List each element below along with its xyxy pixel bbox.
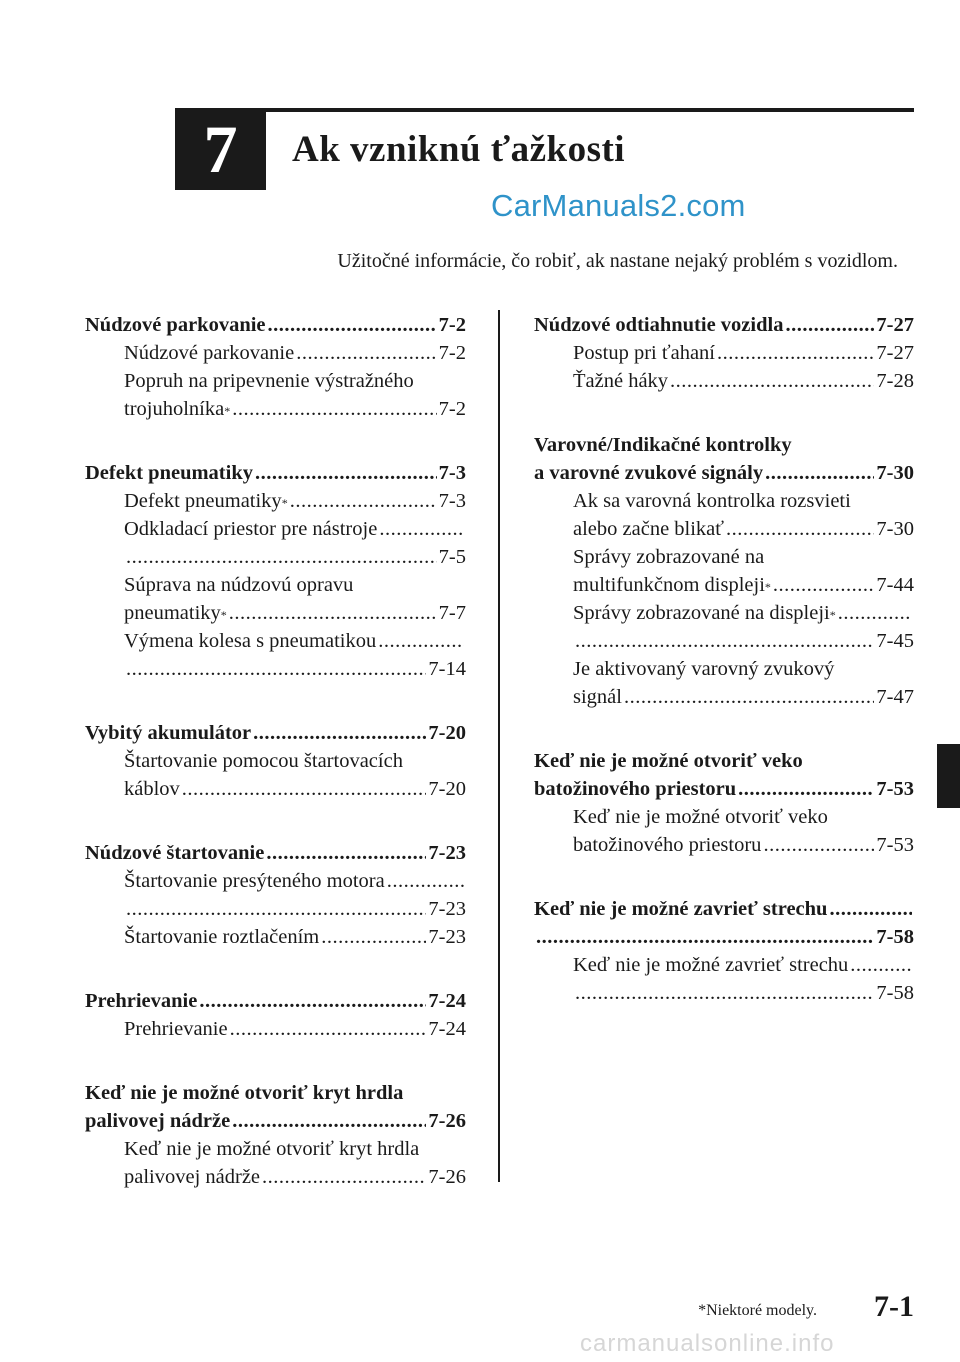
toc-left-column (85, 311, 466, 1227)
toc-entry-text: Keď nie je možné otvoriť veko (534, 750, 803, 772)
chapter-title: Ak vzniknú ťažkosti (292, 129, 626, 170)
toc-page-number: 7-58 (876, 982, 914, 1004)
dot-leader (670, 367, 874, 395)
toc-section (534, 747, 914, 859)
toc-entry-text: Núdzové štartovanie (85, 842, 265, 864)
toc-heading[interactable] (85, 311, 466, 339)
toc-section (85, 1079, 466, 1191)
toc-page-number: 7-44 (876, 574, 914, 596)
toc-entry-text: multifunkčnom displeji (573, 574, 765, 596)
toc-entry (534, 543, 914, 571)
dot-leader (379, 515, 464, 543)
toc-page-number: 7-14 (428, 658, 466, 680)
toc-heading[interactable] (85, 459, 466, 487)
toc-entry-text: Výmena kolesa s pneumatikou (124, 630, 377, 652)
toc-page-number: 7-23 (428, 842, 466, 864)
toc-page-number: 7-23 (428, 898, 466, 920)
toc-entry[interactable] (85, 775, 466, 803)
toc-entry[interactable] (534, 683, 914, 711)
toc-entry[interactable]: Defekt pneumatiky * ..... 7-3 (85, 487, 466, 515)
toc-right-column (534, 311, 914, 1043)
dot-leader (232, 1107, 426, 1135)
toc-heading (534, 747, 914, 775)
toc-heading[interactable] (85, 719, 466, 747)
toc-page-number: 7-45 (876, 630, 914, 652)
dot-leader (838, 599, 912, 627)
toc-entry: Správy zobrazované na displeji * ..... (534, 599, 914, 627)
header-rule (175, 108, 914, 112)
dot-leader (296, 339, 436, 367)
toc-entry-text: Postup pri ťahaní (573, 342, 715, 364)
toc-entry-text: trojuholníka (124, 398, 225, 420)
toc-entry-text: batožinového priestoru (534, 778, 737, 800)
toc-heading[interactable] (534, 775, 914, 803)
toc-page-number: 7-53 (876, 778, 914, 800)
toc-heading (534, 895, 914, 923)
toc-entry[interactable] (85, 895, 466, 923)
dot-leader (829, 895, 912, 923)
toc-entry-text: palivovej nádrže (85, 1110, 231, 1132)
toc-entry[interactable] (85, 655, 466, 683)
toc-page-number: 7-26 (428, 1166, 466, 1188)
dot-leader (253, 719, 426, 747)
toc-entry-text: Štartovanie presýteného motora (124, 870, 385, 892)
toc-entry-text: Správy zobrazované na displeji (573, 602, 830, 624)
toc-heading[interactable] (85, 1107, 466, 1135)
toc-entry[interactable] (534, 515, 914, 543)
toc-entry[interactable] (85, 339, 466, 367)
dot-leader (229, 599, 437, 627)
toc-entry-text: signál (573, 686, 622, 708)
toc-entry-text: Vybitý akumulátor (85, 722, 252, 744)
toc-page-number: 7-20 (428, 778, 466, 800)
chapter-side-tab (937, 744, 960, 808)
toc-entry (85, 627, 466, 655)
dot-leader (850, 951, 912, 979)
toc-entry (85, 1135, 466, 1163)
toc-section (85, 719, 466, 803)
toc-entry-text: Súprava na núdzovú opravu (124, 574, 354, 596)
toc-entry-text: alebo začne blikať (573, 518, 725, 540)
toc-entry[interactable] (534, 831, 914, 859)
toc-heading[interactable] (534, 311, 914, 339)
toc-heading (534, 431, 914, 459)
toc-page-number: 7-26 (428, 1110, 466, 1132)
dot-leader (575, 979, 874, 1007)
dot-leader (773, 571, 875, 599)
watermark-logo[interactable]: CarManuals2.com (491, 188, 746, 223)
toc-page-number: 7-27 (876, 342, 914, 364)
toc-page-number: 7-53 (876, 834, 914, 856)
toc-section (85, 459, 466, 683)
toc-page-number: 7-5 (438, 546, 466, 568)
toc-section (85, 311, 466, 423)
dot-leader (738, 775, 874, 803)
toc-entry[interactable] (85, 1015, 466, 1043)
toc-entry-text: Odkladací priestor pre nástroje (124, 518, 378, 540)
toc-page-number: 7-2 (438, 342, 466, 364)
toc-entry-text: Núdzové parkovanie (124, 342, 295, 364)
toc-entry (534, 655, 914, 683)
dot-leader (232, 395, 436, 423)
column-divider (498, 310, 500, 1182)
toc-page-number: 7-24 (428, 990, 466, 1012)
toc-page-number: 7-3 (438, 462, 466, 484)
toc-heading[interactable] (85, 987, 466, 1015)
toc-entry-text: Defekt pneumatiky (124, 490, 282, 512)
toc-entry-text: a varovné zvukové signály (534, 462, 764, 484)
footnote: *Niektoré modely. (698, 1302, 817, 1319)
toc-entry[interactable] (534, 339, 914, 367)
toc-entry (534, 951, 914, 979)
toc-entry-text: Núdzové odtiahnutie vozidla (534, 314, 784, 336)
toc-entry[interactable]: multifunkčnom displeji * ..... 7-44 (534, 571, 914, 599)
toc-page-number: 7-7 (438, 602, 466, 624)
toc-entry[interactable]: trojuholníka * ..... 7-2 (85, 395, 466, 423)
toc-section (85, 987, 466, 1043)
toc-page-number: 7-23 (428, 926, 466, 948)
toc-entry[interactable] (85, 1163, 466, 1191)
toc-entry[interactable] (534, 627, 914, 655)
toc-page-number: 7-30 (876, 518, 914, 540)
dot-leader (255, 459, 437, 487)
toc-entry-text: Popruh na pripevnenie výstražného (124, 370, 414, 392)
dot-leader (126, 655, 426, 683)
dot-leader (321, 923, 426, 951)
toc-page-number: 7-24 (428, 1018, 466, 1040)
dot-leader (266, 839, 426, 867)
toc-entry[interactable] (534, 367, 914, 395)
dot-leader (763, 831, 874, 859)
toc-section (534, 431, 914, 711)
chapter-subtitle: Užitočné informácie, čo robiť, ak nastane nejaký problém s vozidlom. (337, 250, 898, 272)
dot-leader (290, 487, 437, 515)
toc-entry-text: káblov (124, 778, 180, 800)
toc-entry (534, 803, 914, 831)
toc-page-number: 7-28 (876, 370, 914, 392)
dot-leader (126, 543, 437, 571)
toc-entry-text: Keď nie je možné otvoriť veko (573, 806, 828, 828)
toc-entry-text: Správy zobrazované na (573, 546, 765, 568)
toc-page-number: 7-47 (876, 686, 914, 708)
toc-heading[interactable] (534, 923, 914, 951)
chapter-number: 7 (175, 108, 266, 190)
dot-leader (387, 867, 464, 895)
dot-leader (785, 311, 874, 339)
toc-entry-text: Keď nie je možné zavrieť strechu (573, 954, 849, 976)
site-watermark: carmanualsonline.info (580, 1330, 835, 1357)
toc-section (534, 895, 914, 1007)
toc-entry-text: Ak sa varovná kontrolka rozsvieti (573, 490, 851, 512)
toc-heading (85, 1079, 466, 1107)
toc-entry[interactable] (85, 923, 466, 951)
toc-entry-text: Keď nie je možné otvoriť kryt hrdla (85, 1082, 404, 1104)
toc-entry[interactable]: pneumatiky * ..... 7-7 (85, 599, 466, 627)
toc-entry-text: Je aktivovaný varovný zvukový (573, 658, 835, 680)
toc-entry-text: palivovej nádrže (124, 1166, 261, 1188)
toc-entry-text: batožinového priestoru (573, 834, 762, 856)
toc-entry (85, 515, 466, 543)
dot-leader (199, 987, 426, 1015)
dot-leader (765, 459, 874, 487)
dot-leader (624, 683, 874, 711)
toc-entry-text: Ťažné háky (573, 370, 669, 392)
toc-entry-text: Prehrievanie (124, 1018, 228, 1040)
toc-page-number: 7-2 (438, 398, 466, 420)
toc-entry-text: Štartovanie roztlačením (124, 926, 320, 948)
toc-entry-text: Keď nie je možné otvoriť kryt hrdla (124, 1138, 420, 1160)
toc-entry-text: pneumatiky (124, 602, 221, 624)
dot-leader (268, 311, 437, 339)
dot-leader (126, 895, 426, 923)
dot-leader (726, 515, 874, 543)
toc-entry (534, 487, 914, 515)
dot-leader (182, 775, 427, 803)
dot-leader (717, 339, 874, 367)
toc-page-number: 7-30 (876, 462, 914, 484)
toc-page-number: 7-58 (876, 926, 914, 948)
dot-leader (378, 627, 464, 655)
toc-page-number: 7-27 (876, 314, 914, 336)
toc-entry[interactable] (85, 543, 466, 571)
toc-entry (85, 571, 466, 599)
toc-section (534, 311, 914, 395)
toc-entry-text: Núdzové parkovanie (85, 314, 266, 336)
toc-heading[interactable] (85, 839, 466, 867)
toc-entry-text: Varovné/Indikačné kontrolky (534, 434, 792, 456)
toc-entry (85, 367, 466, 395)
toc-entry-text: Prehrievanie (85, 990, 198, 1012)
toc-page-number: 7-20 (428, 722, 466, 744)
toc-entry (85, 747, 466, 775)
toc-entry[interactable] (534, 979, 914, 1007)
dot-leader (536, 923, 874, 951)
toc-page-number: 7-3 (438, 490, 466, 512)
toc-entry-text: Defekt pneumatiky (85, 462, 253, 484)
toc-section (85, 839, 466, 951)
toc-page-number: 7-2 (438, 314, 466, 336)
dot-leader (575, 627, 874, 655)
dot-leader (230, 1015, 427, 1043)
toc-heading[interactable] (534, 459, 914, 487)
toc-entry-text: Štartovanie pomocou štartovacích (124, 750, 403, 772)
toc-entry-text: Keď nie je možné zavrieť strechu (534, 898, 828, 920)
page-number: 7-1 (874, 1290, 914, 1323)
toc-entry (85, 867, 466, 895)
dot-leader (262, 1163, 426, 1191)
